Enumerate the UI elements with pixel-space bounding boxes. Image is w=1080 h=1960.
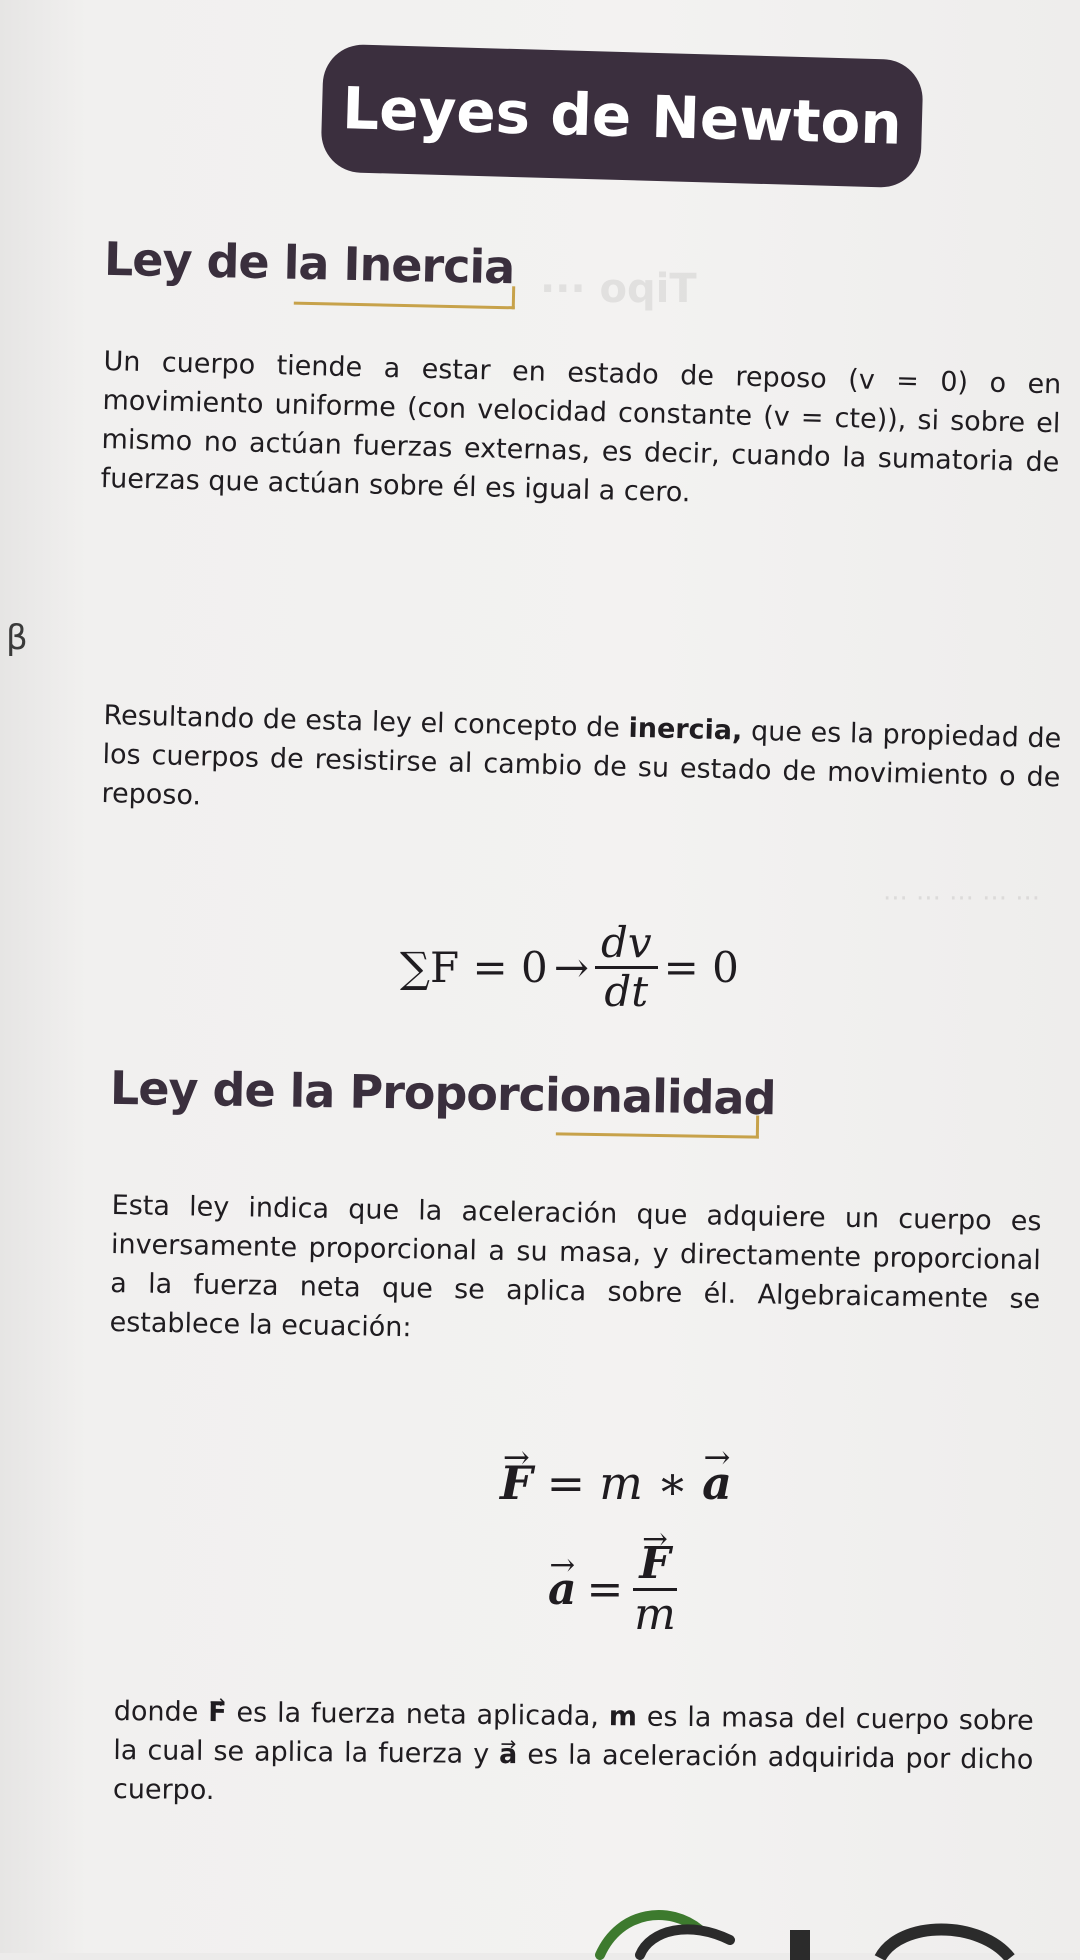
- equation-newton-second-law: → F = m ∗ → a: [500, 1456, 732, 1510]
- margin-glyph: β: [6, 618, 28, 658]
- vector-a: → a: [702, 1456, 732, 1510]
- symbol-m: m: [608, 1701, 638, 1733]
- vector-f: → F: [500, 1456, 533, 1510]
- vector-a: → a: [548, 1564, 577, 1615]
- paragraph-proporcionalidad: Esta ley indica que la aceleración que adquiere un cuerpo es inversamente proporcional a su masa, y directamente proporcional a la fuerza neta que se aplica sobre él. Algebraicamente se establece la ecuación:: [109, 1189, 1042, 1344]
- equation-fraction: → $\frac{F}{m}$: [633, 1540, 676, 1640]
- section-heading-proporcionalidad: Ley de la Proporcionalidad: [109, 1060, 776, 1126]
- publisher-logo-icon: [580, 1900, 1020, 1960]
- symbol-a: → a: [499, 1735, 518, 1774]
- equation-rhs: = 0: [663, 943, 739, 993]
- equation-lhs: ∑F = 0: [400, 943, 548, 993]
- title-banner: [320, 44, 923, 189]
- equation-acceleration: → a = → $\frac{F}{m}$: [548, 1540, 677, 1640]
- bleed-through-text: ··· ··· ··· ··· ···: [882, 884, 1040, 914]
- bleed-through-heading: Tipo ···: [540, 266, 697, 312]
- equation-arrow: →: [553, 943, 589, 993]
- paragraph-variable-definitions: donde → F es la fuerza neta aplicada, m es la masa del cuerpo sobre la cual se aplica la fuerza y → a es la aceleración adquirida por dicho cuerpo.: [113, 1692, 1034, 1819]
- section-heading-inercia: Ley de la Inercia: [103, 231, 515, 295]
- symbol-f: → F: [208, 1693, 227, 1732]
- paragraph-inercia-definition: Un cuerpo tiende a estar en estado de reposo (v = 0) o en movimiento uniforme (con velocidad constante (v = cte)), si sobre el mismo no actúan fuerzas externas, es decir, cuando la sumatoria de fuerzas que actúan sobre él es igual a cero.: [100, 345, 1062, 509]
- equation-inercia: [400, 920, 739, 1015]
- term-inercia: inercia,: [628, 712, 743, 747]
- equation-fraction: $\frac{dv}{dt}$: [595, 920, 658, 1015]
- heading-underline: [294, 282, 515, 310]
- heading-underline: [556, 1112, 759, 1138]
- page-title: Leyes de Newton: [341, 74, 903, 158]
- paragraph-inercia-concept: Resultando de esta ley el concepto de inercia, que es la propiedad de los cuerpos de resistirse al cambio de su estado de movimiento o de reposo.: [101, 699, 1062, 812]
